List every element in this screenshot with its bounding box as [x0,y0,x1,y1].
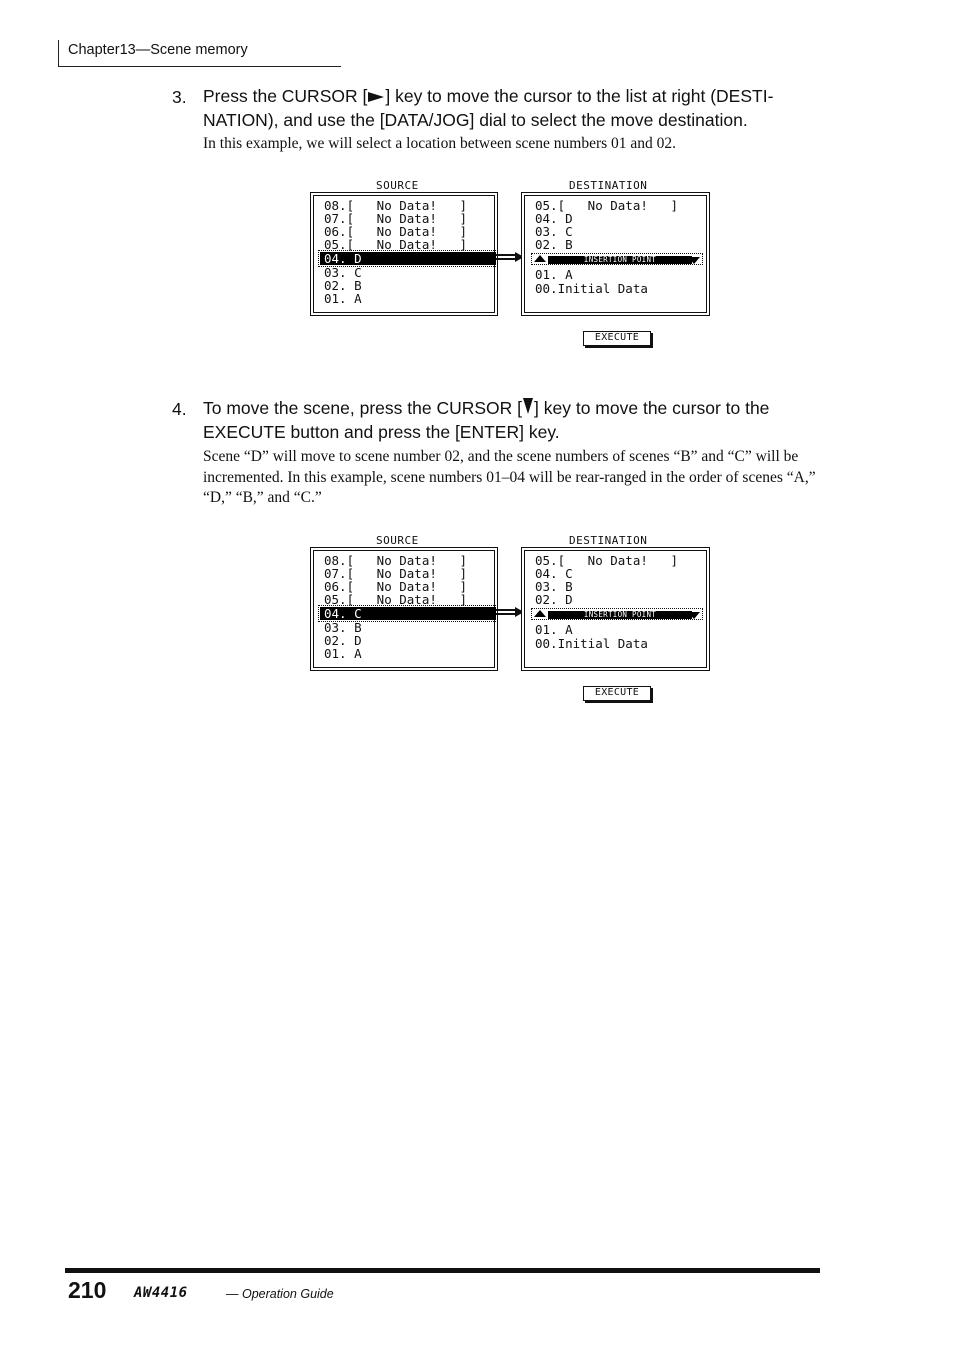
list-item[interactable]: 08.[ No Data! ] [324,553,467,568]
up-arrow-icon [534,610,546,617]
chapter-header [58,40,341,67]
up-arrow-icon [534,255,546,262]
lcd-screen-2 [308,535,710,715]
selected-source-item[interactable]: 04. D [320,252,496,265]
step-3-number: 3. [172,87,187,107]
step-4-number: 4. [172,399,187,419]
step-4-text-after: ] key to move the cursor to the EXECUTE button and press the [ENTER] key. [203,398,770,443]
execute-button[interactable]: EXECUTE [583,331,651,346]
destination-title: DESTINATION [569,534,648,547]
selected-source-item[interactable]: 04. C [320,607,496,620]
list-item[interactable]: 02. B [535,237,573,252]
product-logo: AW4416 [134,1285,188,1301]
list-item[interactable]: 06.[ No Data! ] [324,224,467,239]
list-item[interactable]: 03. B [324,620,362,635]
list-item[interactable]: 05.[ No Data! ] [324,592,467,607]
cursor-down-icon [522,397,534,421]
list-item[interactable]: 07.[ No Data! ] [324,566,467,581]
source-list [310,547,498,671]
list-item[interactable]: 05.[ No Data! ] [535,553,678,568]
step-4-note: Scene “D” will move to scene number 02, and the scene numbers of scenes “B” and “C” will be incremented. In this example, scene numbers 01–04 will be rear-ranged in the order of scenes “A,” “D,” “B,” and “C.” [203,448,816,506]
list-item[interactable]: 03. C [324,265,362,280]
source-list [310,192,498,316]
step-3-text-before: Press the CURSOR [ [203,86,368,106]
list-item[interactable]: 01. A [535,622,573,637]
page-number: 210 [68,1277,107,1303]
destination-title: DESTINATION [569,179,648,192]
list-item[interactable]: 01. A [535,267,573,282]
list-item[interactable]: 02. B [324,278,362,293]
destination-list [521,547,710,671]
down-arrow-icon [688,612,700,619]
execute-button[interactable]: EXECUTE [583,686,651,701]
chapter-title: Chapter13—Scene memory [68,42,248,58]
insertion-point-label: INSERTION POINT [548,611,692,619]
insertion-point-label: INSERTION POINT [548,256,692,264]
list-item[interactable]: 05.[ No Data! ] [535,198,678,213]
list-item[interactable]: 04. C [535,566,573,581]
list-item[interactable]: 01. A [324,291,362,306]
list-item[interactable]: 00.Initial Data [535,281,648,296]
guide-label: — Operation Guide [226,1287,334,1301]
list-item[interactable]: 02. D [324,633,362,648]
insertion-point-marker[interactable] [531,608,703,620]
list-item[interactable]: 04. D [535,211,573,226]
down-arrow-icon [688,257,700,264]
list-item[interactable]: 07.[ No Data! ] [324,211,467,226]
footer-rule [65,1268,820,1273]
source-title: SOURCE [376,179,419,192]
step-3-text-after: ] key to move the cursor to the list at right (DESTI-NATION), and use the [DATA/JOG] dial to select the move destination. [203,86,774,130]
step-3-instruction [203,85,821,132]
move-arrow-icon [496,252,524,262]
destination-list [521,192,710,316]
list-item[interactable]: 05.[ No Data! ] [324,237,467,252]
cursor-right-icon [367,86,385,109]
list-item[interactable]: 02. D [535,592,573,607]
list-item[interactable]: 01. A [324,646,362,661]
insertion-point-marker[interactable] [531,253,703,265]
list-item[interactable]: 00.Initial Data [535,636,648,651]
move-arrow-icon [496,607,524,617]
step-4-instruction [203,397,821,444]
list-item[interactable]: 06.[ No Data! ] [324,579,467,594]
step-4-text-before: To move the scene, press the CURSOR [ [203,398,523,418]
list-item[interactable]: 03. B [535,579,573,594]
source-title: SOURCE [376,534,419,547]
list-item[interactable]: 08.[ No Data! ] [324,198,467,213]
lcd-screen-1 [308,180,710,360]
step-3-note: In this example, we will select a location between scene numbers 01 and 02. [203,135,677,152]
list-item[interactable]: 03. C [535,224,573,239]
